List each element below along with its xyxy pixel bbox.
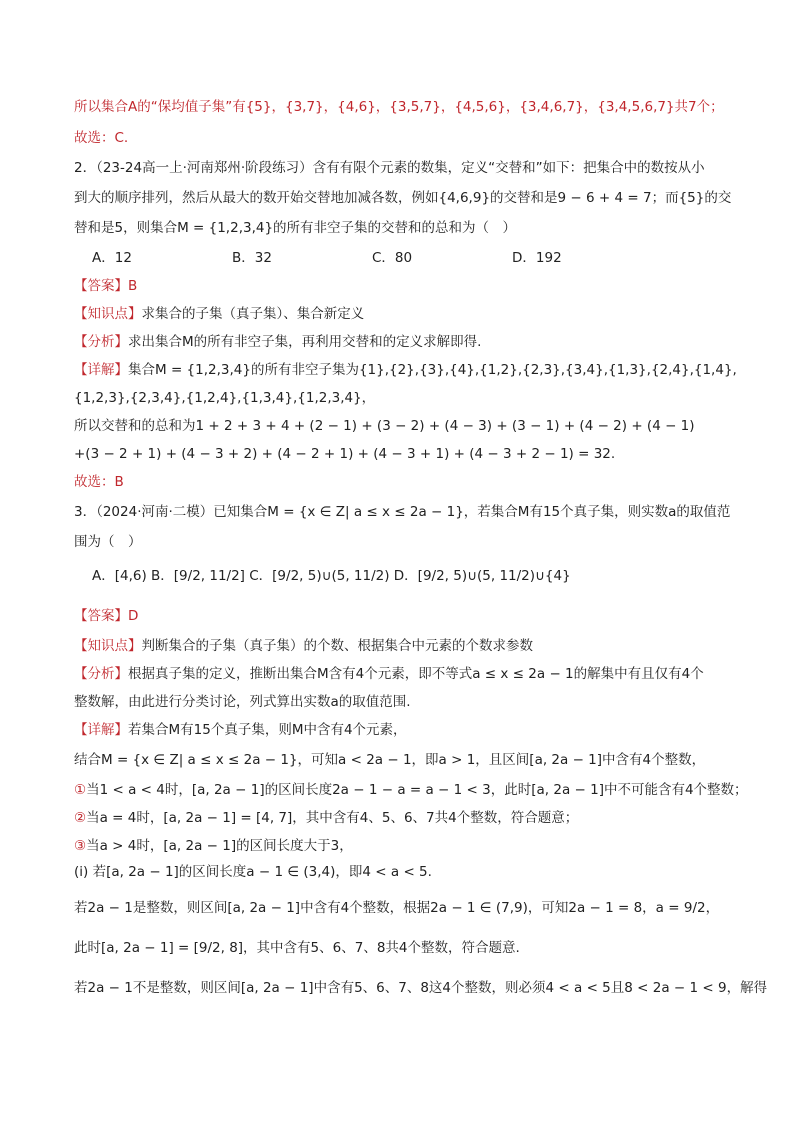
question-3-options: A．[4,6) B．[9/2, 11/2] C．[9/2, 5)∪(5, 11/2) D．[9/2, 5)∪(5, 11/2)∪{4} [92, 568, 571, 584]
text-line: {1,2,3},{2,3,4},{1,2,4},{1,3,4},{1,2,3,4}， [74, 390, 376, 406]
option-d: D．192 [512, 250, 562, 266]
text-line: 故选：B [74, 474, 124, 490]
text-line: 故选：C. [74, 130, 129, 146]
answer-label: 【答案】D [74, 608, 139, 624]
text-line: +(3 − 2 + 1) + (4 − 3 + 2) + (4 − 2 + 1) + (4 − 3 + 1) + (4 − 3 + 2 − 1) = 32. [74, 446, 616, 462]
knowledge-point: 【知识点】判断集合的子集（真子集）的个数、根据集合中元素的个数求参数 [74, 638, 533, 654]
answer-set-list: 所以集合A的“保均值子集”有{5}，{3,7}，{4,6}，{3,5,7}，{4,5,6}，{3,4,6,7}，{3,4,5,6,7}共 [74, 99, 689, 115]
question-2-text: 2．（23-24高一上·河南郑州·阶段练习）含有有限个元素的数集，定义“交替和”如下：把集合中的数按从小 [74, 160, 705, 176]
text-line: 所以交替和的总和为1 + 2 + 3 + 4 + (2 − 1) + (3 − 2) + (4 − 3) + (3 − 1) + (4 − 2) + (4 − 1) [74, 418, 695, 434]
question-2-options [92, 248, 752, 268]
text-line: 替和是5，则集合M = {1,2,3,4}的所有非空子集的交替和的总和为（ ） [74, 220, 517, 236]
analysis: 【分析】求出集合M的所有非空子集，再利用交替和的定义求解即得. [74, 334, 482, 350]
question-3-text: 3．（2024·河南·二模）已知集合M = {x ∈ Z| a ≤ x ≤ 2a − 1}，若集合M有15个真子集，则实数a的取值范 [74, 504, 731, 520]
text-line: 结合M = {x ∈ Z| a ≤ x ≤ 2a − 1}，可知a < 2a − 1，即a > 1，且区间[a, 2a − 1]中含有4个整数， [74, 752, 706, 768]
detailed-solution: 【详解】集合M = {1,2,3,4}的所有非空子集为{1},{2},{3},{4},{1,2},{2,3},{3,4},{1,3},{2,4},{1,4}, [74, 362, 737, 378]
text-line: 若2a − 1不是整数，则区间[a, 2a − 1]中含有5、6、7、8这4个整数，则必须4 < a < 5且8 < 2a − 1 < 9，解得 [74, 980, 768, 996]
text-line: 到大的顺序排列，然后从最大的数开始交替地加减各数，例如{4,6,9}的交替和是9 − 6 + 4 = 7；而{5}的交 [74, 190, 732, 206]
text-line: (i) 若[a, 2a − 1]的区间长度a − 1 ∈ (3,4)，即4 < a < 5. [74, 864, 432, 880]
case-2: ②当a = 4时，[a, 2a − 1] = [4, 7]，其中含有4、5、6、7共4个整数，符合题意； [74, 810, 579, 826]
detailed-solution: 【详解】若集合M有15个真子集，则M中含有4个元素， [74, 722, 407, 738]
text-line: 所以集合A的“保均值子集”有{5}，{3,7}，{4,6}，{3,5,7}，{4,5,6}，{3,4,6,7}，{3,4,5,6,7}共7个； [74, 99, 724, 115]
text-line: 此时[a, 2a − 1] = [9/2, 8]，其中含有5、6、7、8共4个整数，符合题意. [74, 940, 520, 956]
text-line: 整数解，由此进行分类讨论，列式算出实数a的取值范围. [74, 694, 411, 710]
knowledge-point: 【知识点】求集合的子集（真子集）、集合新定义 [74, 306, 365, 322]
option-c: C．80 [372, 250, 413, 266]
text-line: 围为（ ） [74, 534, 142, 550]
analysis: 【分析】根据真子集的定义，推断出集合M含有4个元素，即不等式a ≤ x ≤ 2a − 1的解集中有且仅有4个 [74, 666, 704, 682]
option-b: B．32 [232, 250, 272, 266]
case-3: ③当a > 4时，[a, 2a − 1]的区间长度大于3， [74, 838, 353, 854]
answer-label: 【答案】B [74, 278, 138, 294]
option-a: A．12 [92, 250, 132, 266]
case-1: ①当1 < a < 4时，[a, 2a − 1]的区间长度2a − 1 − a = a − 1 < 3，此时[a, 2a − 1]中不可能含有4个整数； [74, 782, 748, 798]
text-line: 若2a − 1是整数，则区间[a, 2a − 1]中含有4个整数，根据2a − 1 ∈ (7,9)，可知2a − 1 = 8，a = 9/2， [74, 900, 720, 916]
